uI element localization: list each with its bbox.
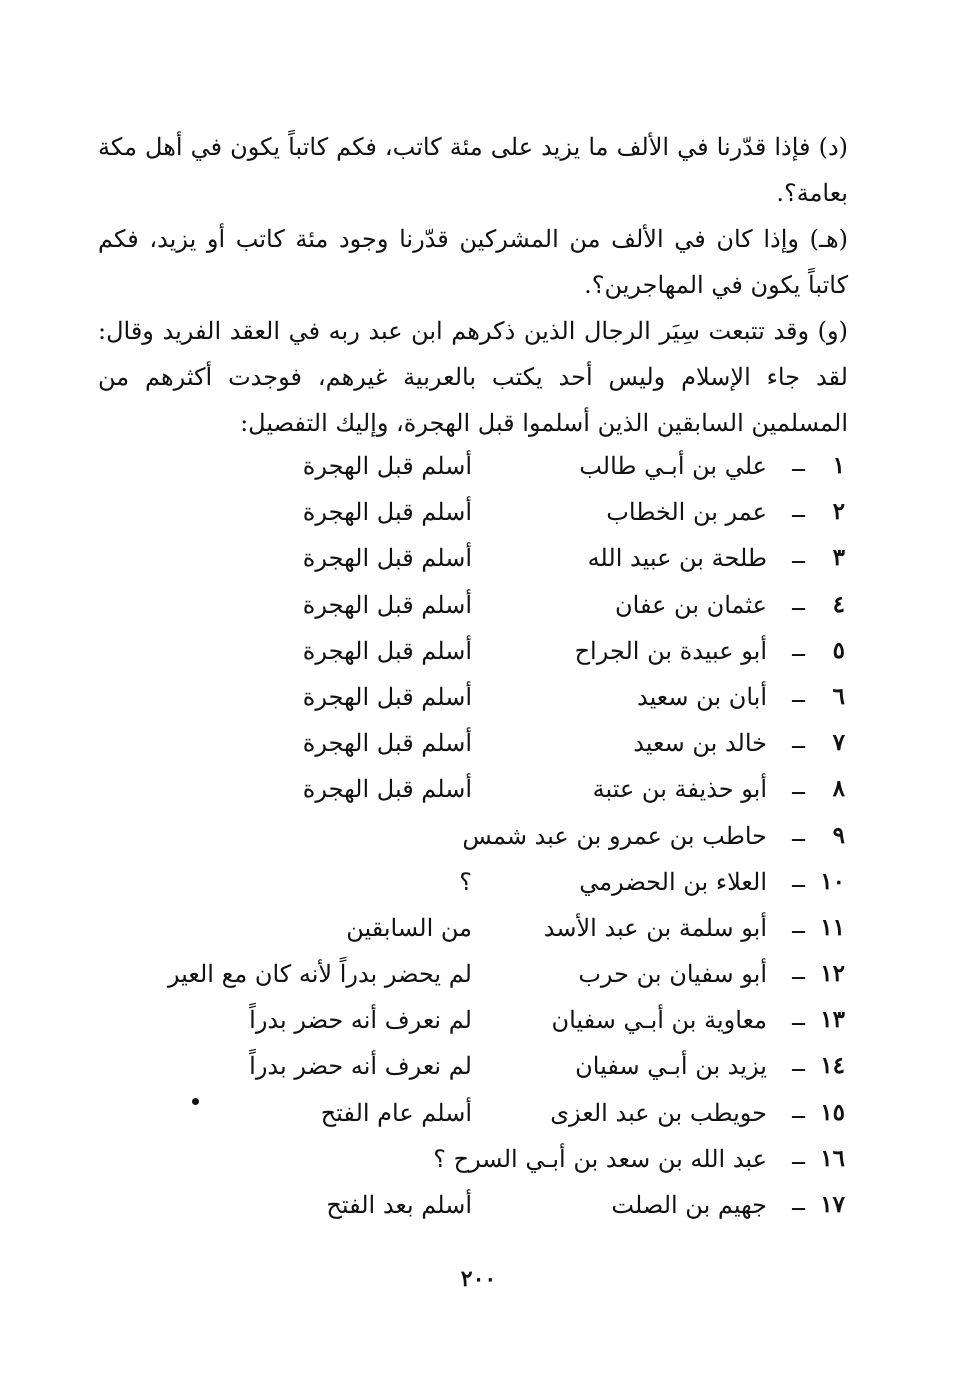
item-name: أبو سلمة بن عبد الأسد	[543, 913, 767, 942]
item-dash: ــ	[792, 1191, 805, 1216]
item-dash: ــ	[792, 913, 805, 939]
list-item	[0, 723, 957, 769]
item-number: ١	[832, 452, 845, 479]
item-note: لم يحضر بدراً لأنه كان مع العير	[167, 960, 472, 989]
item-dash: ــ	[792, 1006, 805, 1032]
item-name: يزيد بن أبـي سفيان	[575, 1052, 767, 1081]
item-note: أسلم قبل الهجرة	[302, 636, 472, 665]
item-name: خالد بن سعيد	[633, 729, 767, 758]
list-item	[0, 1000, 957, 1046]
item-dash: ــ	[792, 729, 805, 755]
list-item	[0, 1139, 957, 1185]
item-dash: ــ	[792, 544, 805, 570]
ink-dot	[192, 1098, 199, 1105]
item-dash: ــ	[792, 498, 805, 524]
item-note: أسلم عام الفتح	[320, 1098, 472, 1127]
list-item	[0, 538, 957, 584]
list-item	[0, 816, 957, 862]
item-number: ٥	[832, 636, 845, 664]
item-number: ٨	[832, 775, 845, 803]
item-name: حويطب بن عبد العزى	[550, 1098, 767, 1127]
item-name: أبو عبيدة بن الجراح	[574, 636, 767, 665]
item-number: ١٣	[820, 1006, 845, 1034]
item-note: أسلم قبل الهجرة	[302, 452, 472, 480]
item-note: أسلم قبل الهجرة	[302, 544, 472, 573]
item-number: ١١	[820, 913, 845, 941]
item-number: ٦	[832, 682, 845, 710]
item-note: لم نعرف أنه حضر بدراً	[249, 1052, 472, 1081]
list-item	[0, 862, 957, 908]
item-number: ١٥	[820, 1098, 845, 1126]
item-dash: ــ	[792, 960, 805, 986]
item-dash: ــ	[792, 867, 805, 893]
item-number: ١٠	[820, 867, 845, 895]
item-dash: ــ	[792, 1098, 805, 1124]
item-dash: ــ	[792, 682, 805, 708]
item-name: أبو سفيان بن حرب	[578, 960, 767, 989]
item-number: ٣	[832, 544, 845, 572]
paragraph-h: (هـ) وإذا كان في الألف من المشركين قدّرنا وجود مئة كاتب أو يزيد، فكم كاتباً يكون في المهاجرين؟.	[98, 225, 849, 299]
item-name: أبو حذيفة بن عتبة	[592, 775, 767, 804]
item-note: أسلم قبل الهجرة	[302, 775, 472, 804]
item-number: ٢	[832, 498, 845, 526]
item-name: عمر بن الخطاب	[606, 498, 767, 527]
list-item	[0, 446, 957, 492]
item-name: طلحة بن عبيد الله	[587, 544, 767, 573]
item-note: لم نعرف أنه حضر بدراً	[249, 1006, 472, 1035]
item-dash: ــ	[792, 636, 805, 662]
scribes-list	[0, 446, 957, 1231]
paragraph-d: (د) فإذا قدّرنا في الألف ما يزيد على مئة كاتب، فكم كاتباً يكون في أهل مكة بعامة؟.	[98, 133, 848, 207]
item-name: معاوية بن أبـي سفيان	[551, 1006, 767, 1035]
item-dash: ــ	[792, 452, 805, 477]
item-number: ٧	[832, 729, 845, 757]
item-number: ١٦	[820, 1144, 845, 1172]
item-name: العلاء بن الحضرمي	[579, 867, 767, 896]
list-item	[0, 769, 957, 815]
item-note: من السابقين	[346, 913, 472, 942]
item-name: عبد الله بن سعد بن أبـي السرح ؟	[433, 1144, 767, 1173]
list-item	[0, 954, 957, 1000]
item-name: علي بن أبـي طالب	[579, 452, 767, 480]
paragraph-w: (و) وقد تتبعت سِيَر الرجال الذين ذكرهم ابن عبد ربه في العقد الفريد وقال: لقد جاء الإسلام وليس أحد يكتب بالعربية غيرهم، فوجدت أكثرهم من المسلمين السابقين الذين أسلموا قبل الهجرة، وإليك التفصيل:	[98, 317, 848, 437]
list-item	[0, 492, 957, 538]
item-number: ٩	[832, 821, 845, 849]
item-name: أبان بن سعيد	[636, 682, 767, 711]
item-name: حاطب بن عمرو بن عبد شمس	[462, 821, 767, 850]
item-note: أسلم قبل الهجرة	[302, 729, 472, 758]
list-item	[0, 1093, 957, 1139]
item-dash: ــ	[792, 1144, 805, 1170]
item-number: ١٢	[820, 960, 845, 988]
item-dash: ــ	[792, 775, 805, 801]
item-dash: ــ	[792, 821, 805, 847]
item-note: أسلم قبل الهجرة	[302, 682, 472, 711]
list-item	[0, 1046, 957, 1092]
item-number: ١٤	[820, 1052, 845, 1080]
item-dash: ــ	[792, 1052, 805, 1078]
list-item	[0, 1185, 957, 1231]
item-name: جهيم بن الصلت	[611, 1191, 767, 1219]
list-item	[0, 585, 957, 631]
item-number: ٤	[832, 590, 845, 618]
page-number: ٢٠٠	[460, 1266, 497, 1292]
item-dash: ــ	[792, 590, 805, 616]
list-item	[0, 631, 957, 677]
list-item	[0, 677, 957, 723]
item-number: ١٧	[820, 1191, 845, 1218]
item-note: ؟	[459, 867, 472, 896]
item-note: أسلم قبل الهجرة	[302, 498, 472, 527]
item-note: أسلم قبل الهجرة	[302, 590, 472, 619]
list-item	[0, 908, 957, 954]
item-name: عثمان بن عفان	[615, 590, 767, 619]
item-note: أسلم بعد الفتح	[326, 1191, 472, 1219]
